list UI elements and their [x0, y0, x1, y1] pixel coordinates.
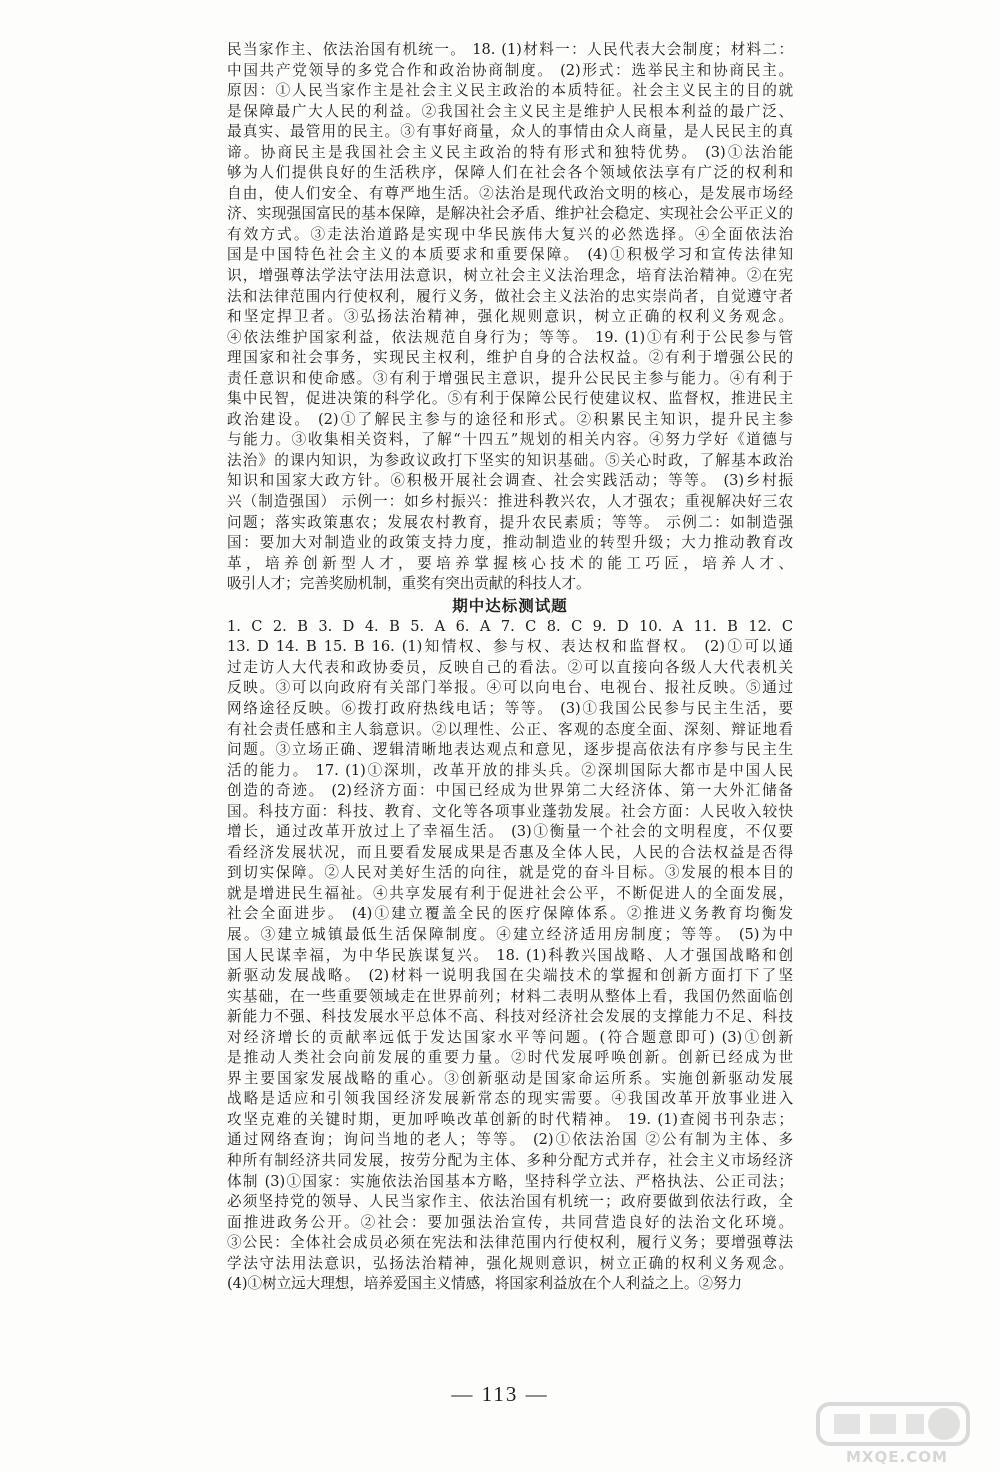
text-line: 够为人们提供良好的生活秩序，保障人们在社会各个领域依法享有广泛的权利和: [227, 164, 793, 182]
answer-column: [227, 40, 793, 1295]
text-line: 创造的奇迹。 (2)经济方面：中国已经成为世界第二大经济体、第一大外汇储备: [227, 782, 793, 800]
text-line: 国：要加大对制造业的政策支持力度，推动制造业的转型升级；大力推动教育改: [227, 534, 793, 552]
text-line: 识，增强尊法学法守法用法意识，树立社会主义法治理念，培育法治精神。②在宪: [227, 267, 793, 285]
text-line: 对经济增长的贡献率远低于发达国家水平等问题。(符合题意即可) (3)①创新: [227, 1028, 793, 1046]
text-line: 知识和国家大政方针。⑥积极开展社会调查、社会实践活动；等等。 (3)乡村振: [227, 472, 793, 490]
text-line: 理国家和社会事务，实现民主权利，维护自身的合法权益。②有利于增强公民的: [227, 349, 793, 367]
text-line: 新驱动发展战略。 (2)材料一说明我国在尖端技术的掌握和创新方面打下了坚: [227, 967, 793, 985]
text-line: 必须坚持党的领导、人民当家作主、依法治国有机统一；政府要做到依法行政，全: [227, 1193, 793, 1211]
text-line: 责任意识和使命感。③有利于增强民主意识，提升公民民主参与能力。④有利于: [227, 369, 793, 387]
text-line: 法治》的课内知识，为参政议政打下坚实的知识基础。⑤关心时政，了解基本政治: [227, 451, 793, 469]
text-line: 实基础，在一些重要领域走在世界前列；材料二表明从整体上看，我国仍然面临创: [227, 987, 793, 1005]
text-line: 有效方式。③走法治道路是实现中华民族伟大复兴的必然选择。④全面依法治: [227, 225, 793, 243]
text-line: 国。科技方面：科技、教育、文化等各项事业蓬勃发展。社会方面：人民收入较快: [227, 802, 793, 820]
text-line: 问题。③立场正确、逻辑清晰地表达观点和意见，逐步提高依法有序参与民主生: [227, 741, 793, 759]
text-line: 革，培养创新型人才，要培养掌握核心技术的能工巧匠，培养人才、: [227, 554, 793, 572]
text-line: 过走访人大代表和政协委员，反映自己的看法。②可以直接向各级人大代表机关: [227, 658, 793, 676]
text-line: 中国共产党领导的多党合作和政治协商制度。 (2)形式：选举民主和协商民主。: [227, 61, 793, 79]
text-line: 政治建设。 (2)①了解民主参与的途径和形式。②积累民主知识，提升民主参: [227, 410, 793, 428]
text-line: 是保障最广大人民的利益。②我国社会主义民主是维护人民根本利益的最广泛、: [227, 102, 793, 120]
section-title: 期中达标测试题: [452, 596, 568, 615]
text-line: 济、实现强国富民的基本保障，是解决社会矛盾、维护社会稳定、实现社会公平正义的: [227, 205, 793, 223]
text-line: 最真实、最管用的民主。③有事好商量，众人的事情由众人商量，是人民民主的真: [227, 123, 793, 141]
text-line: 和坚定捍卫者。③弘扬法治精神，强化规则意识，树立正确的权利义务观念。: [227, 308, 793, 326]
text-line: 兴（制造强国） 示例一：如乡村振兴：推进科教兴农，人才强农；重视解决好三农: [227, 493, 793, 511]
text-line: 到切实保障。②人民对美好生活的向往，就是党的奋斗目标。③发展的根本目的: [227, 864, 793, 882]
page-number: — 113 —: [451, 1382, 549, 1406]
answer-block-previous: [227, 40, 793, 595]
text-line: 学法守法用法意识，弘扬法治精神，强化规则意识，树立正确的权利义务观念。: [227, 1254, 793, 1272]
text-line: 与能力。③收集相关资料，了解“十四五”规划的相关内容。④努力学好《道德与: [227, 431, 793, 449]
text-line: 集中民智，促进决策的科学化。⑤有利于保障公民行使建议权、监督权，推进民主: [227, 390, 793, 408]
text-line: 自由，使人们安全、有尊严地生活。②法治是现代政治文明的核心，是发展市场经: [227, 184, 793, 202]
text-line: ③公民：全体社会成员必须在宪法和法律范围内行使权利，履行义务；要增强尊法: [227, 1234, 793, 1252]
text-line: 谛。协商民主是我国社会主义民主政治的特有形式和独特优势。 (3)①法治能: [227, 143, 793, 161]
watermark-logo-icon: [812, 1398, 988, 1450]
text-line: 体制 (3)①国家：实施依法治国基本方略，坚持科学立法、严格执法、公正司法；: [227, 1172, 793, 1190]
text-line: 种所有制经济共同发展，按劳分配为主体、多种分配方式并存，社会主义市场经济: [227, 1151, 793, 1169]
text-line: 就是增进民生福祉。④共享发展有利于促进社会公平，不断促进人的全面发展，: [227, 884, 793, 902]
text-line: ④依法维护国家利益，依法规范自身行为；等等。 19. (1)①有利于公民参与管: [227, 328, 793, 346]
text-line: 反映。③可以向政府有关部门举报。④可以向电台、电视台、报社反映。⑤通过: [227, 679, 793, 697]
text-line: 有社会责任感和主人翁意识。②以理性、公正、客观的态度全面、深刻、辩证地看: [227, 720, 793, 738]
text-line: 看经济发展状况，而且要看发展成果是否惠及全体人民，人民的合法权益是否得: [227, 843, 793, 861]
text-line: 战略是适应和引领我国经济发展新常态的现实需要。④我国改革开放事业进入: [227, 1090, 793, 1108]
text-line: 1. C 2. B 3. D 4. B 5. A 6. A 7. C 8. C 9. D 10. A 11. B 12. C: [227, 617, 793, 635]
text-line: 吸引人才；完善奖励机制，重奖有突出贡献的科技人才。: [227, 575, 591, 593]
text-line: 活的能力。 17. (1)①深圳，改革开放的排头兵。②深圳国际大都市是中国人民: [227, 761, 793, 779]
text-line: 法和法律范围内行使权利，履行义务，做社会主义法治的忠实崇尚者，自觉遵守者: [227, 287, 793, 305]
text-line: 展。③建立城镇最低生活保障制度。④建立经济适用房制度；等等。 (5)为中: [227, 925, 793, 943]
text-line: 民当家作主、依法治国有机统一。 18. (1)材料一：人民代表大会制度；材料二：: [227, 41, 793, 58]
site-watermark: [812, 1398, 988, 1468]
watermark-text: MXQE.COM: [846, 1448, 948, 1466]
text-line: 是推动人类社会向前发展的重要力量。②时代发展呼唤创新。创新已经成为世: [227, 1049, 793, 1067]
text-line: 攻坚克难的关键时期，更加呼唤改革创新的时代精神。 19. (1)查阅书刊杂志；: [227, 1110, 793, 1128]
text-line: 社会全面进步。 (4)①建立覆盖全民的医疗保障体系。②推进义务教育均衡发: [227, 905, 793, 923]
text-line: (4)①树立远大理想，培养爱国主义情感，将国家利益放在个人利益之上。②努力: [227, 1275, 743, 1293]
text-line: 界主要国家发展战略的重心。③创新驱动是国家命运所系。实施创新驱动发展: [227, 1069, 793, 1087]
text-line: 国是中国特色社会主义的本质要求和重要保障。 (4)①积极学习和宣传法律知: [227, 246, 793, 264]
text-line: 原因：①人民当家作主是社会主义民主政治的本质特征。社会主义民主的目的就: [227, 82, 793, 100]
text-line: 13. D 14. B 15. B 16. (1)知情权、参与权、表达权和监督权。 (2)①可以通: [227, 638, 793, 656]
text-line: 网络途径反映。⑥拨打政府热线电话；等等。 (3)①我国公民参与民主生活，要: [227, 699, 793, 717]
text-line: 国人民谋幸福，为中华民族谋复兴。 18. (1)科教兴国战略、人才强国战略和创: [227, 946, 793, 964]
text-line: 面推进政务公开。②社会：要加强法治宣传，共同营造良好的法治文化环境。: [227, 1213, 793, 1231]
text-line: 增长，通过改革开放过上了幸福生活。 (3)①衡量一个社会的文明程度，不仅要: [227, 823, 793, 841]
answer-block-midterm: [227, 617, 793, 1295]
text-line: 问题；落实政策惠农；发展农村教育，提升农民素质；等等。 示例二：如制造强: [227, 513, 793, 531]
text-line: 通过网络查询；询问当地的老人；等等。 (2)①依法治国 ②公有制为主体、多: [227, 1131, 793, 1149]
text-line: 新能力不强、科技发展水平总体不高、科技对经济社会发展的支撑能力不足、科技: [227, 1008, 793, 1026]
